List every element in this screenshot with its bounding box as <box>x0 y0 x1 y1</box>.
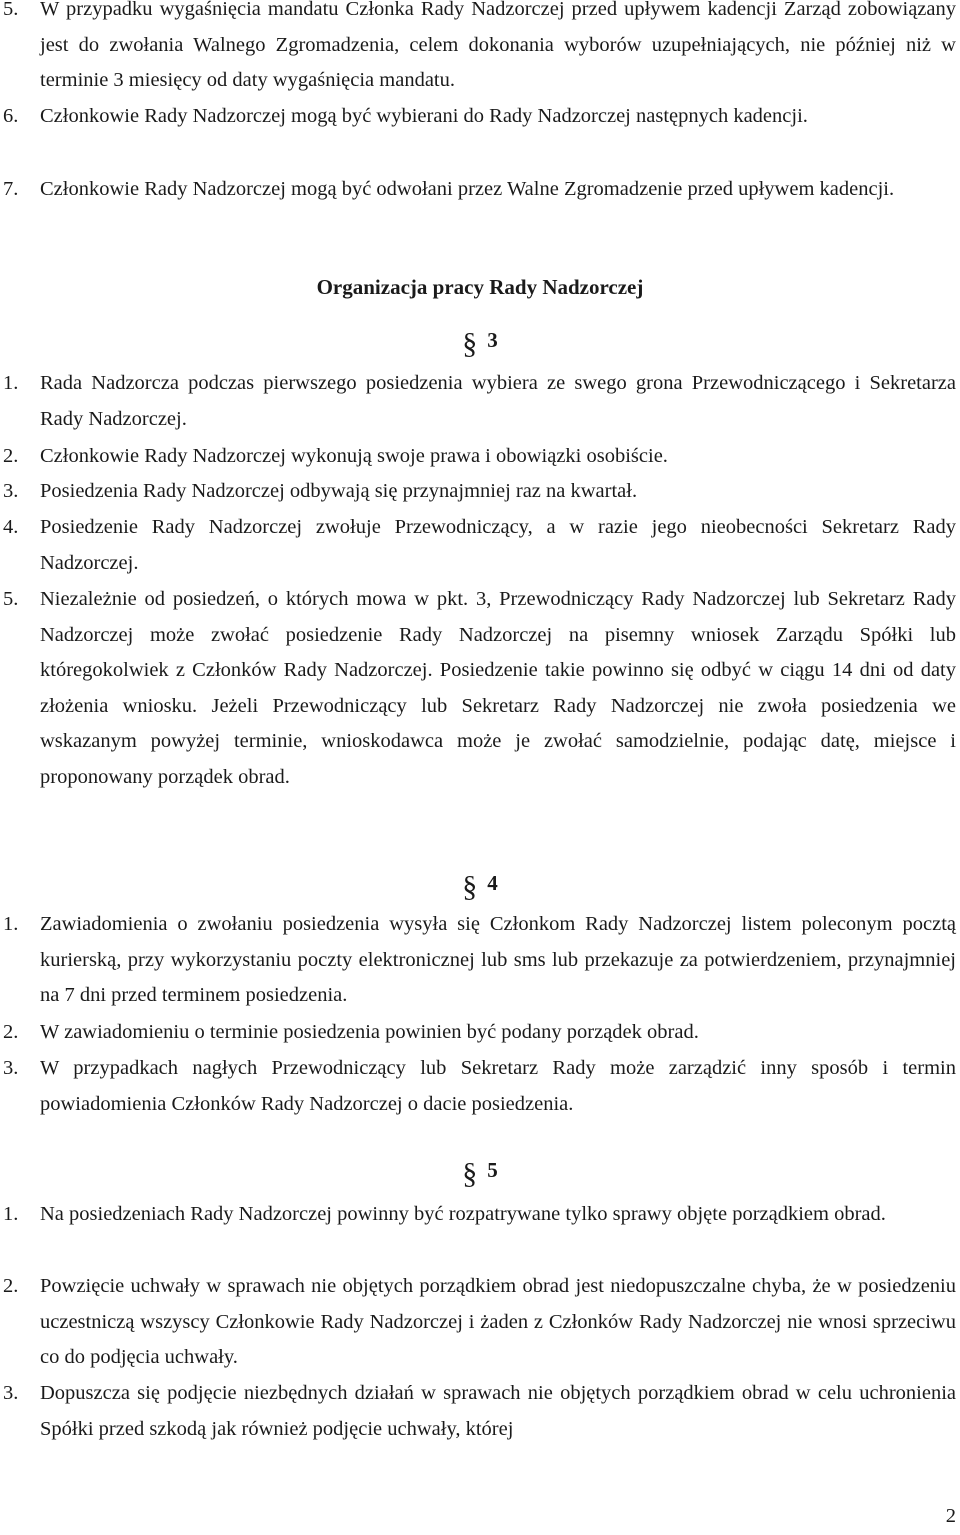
item-number: 3. <box>3 1382 19 1404</box>
item-number: 5. <box>3 0 19 20</box>
item-number: 6. <box>3 105 19 127</box>
section-heading <box>0 866 960 903</box>
item-text: Posiedzenia Rady Nadzorczej odbywają się przynajmniej raz na kwartał. <box>40 480 638 502</box>
section-number: 5 <box>487 1158 498 1182</box>
item-text: Dopuszcza się podjęcie niezbędnych działań w sprawach nie objętych porządkiem obrad w celu uchronienia Spółki przed szkodą jak również podjęcie uchwały, której <box>40 1382 956 1440</box>
item-number: 1. <box>3 1203 19 1225</box>
item-text: W zawiadomieniu o terminie posiedzenia powinien być podany porządek obrad. <box>40 1021 699 1043</box>
item-number: 2. <box>3 1275 19 1297</box>
section-sign-icon: § <box>462 870 478 903</box>
section-number: 4 <box>487 871 498 895</box>
item-number: 2. <box>3 1021 19 1043</box>
chapter-title: Organizacja pracy Rady Nadzorczej <box>316 275 644 299</box>
item-number: 1. <box>3 372 19 394</box>
section-number: 3 <box>487 328 498 352</box>
item-text: Na posiedzeniach Rady Nadzorczej powinny być rozpatrywane tylko sprawy objęte porządkiem obrad. <box>40 1203 886 1225</box>
item-text: Niezależnie od posiedzeń, o których mowa w pkt. 3, Przewodniczący Rady Nadzorczej lub Sekretarz Rady Nadzorczej może zwołać posiedzenie Rady Nadzorczej na pisemny wniosek Zarządu Spółki lub któregokolwiek z Członków Rady Nadzorczej. Posiedzenie takie powinno się odbyć w ciągu 14 dni od daty złożenia wniosku. Jeżeli Przewodniczący lub Sekretarz Rady Nadzorczej nie zwoła posiedzenia we wskazanym powyżej terminie, wnioskodawca może je zwołać samodzielnie, podając datę, miejsce i proponowany porządek obrad. <box>40 588 956 788</box>
item-text: W przypadkach nagłych Przewodniczący lub Sekretarz Rady może zarządzić inny sposób i termin powiadomienia Członków Rady Nadzorczej o dacie posiedzenia. <box>40 1057 956 1115</box>
section-sign-icon: § <box>462 327 478 360</box>
section-heading <box>0 1153 960 1190</box>
item-text: W przypadku wygaśnięcia mandatu Członka Rady Nadzorczej przed upływem kadencji Zarząd zobowiązany jest do zwołania Walnego Zgromadzenia, celem dokonania wyborów uzupełniających, nie później niż w terminie 3 miesięcy od daty wygaśnięcia mandatu. <box>40 0 956 91</box>
item-text: Zawiadomienia o zwołaniu posiedzenia wysyła się Członkom Rady Nadzorczej listem poleconym pocztą kurierską, przy wykorzystaniu poczty elektronicznej lub sms lub przekazuje za potwierdzeniem, przynajmniej na 7 dni przed terminem posiedzenia. <box>40 913 956 1006</box>
item-number: 7. <box>3 178 19 200</box>
section-heading <box>0 323 960 360</box>
item-text: Członkowie Rady Nadzorczej mogą być wybierani do Rady Nadzorczej następnych kadencji. <box>40 105 808 127</box>
item-number: 3. <box>3 1057 19 1079</box>
item-text: Posiedzenie Rady Nadzorczej zwołuje Przewodniczący, a w razie jego nieobecności Sekretarz Rady Nadzorczej. <box>40 516 956 574</box>
item-number: 1. <box>3 913 19 935</box>
item-number: 2. <box>3 445 19 467</box>
section-sign-icon: § <box>462 1157 478 1190</box>
item-text: Członkowie Rady Nadzorczej mogą być odwołani przez Walne Zgromadzenie przed upływem kadencji. <box>40 178 895 200</box>
item-text: Członkowie Rady Nadzorczej wykonują swoje prawa i obowiązki osobiście. <box>40 445 668 467</box>
item-number: 3. <box>3 480 19 502</box>
item-text: Rada Nadzorcza podczas pierwszego posiedzenia wybiera ze swego grona Przewodniczącego i Sekretarza Rady Nadzorczej. <box>40 372 956 430</box>
page-number: 2 <box>945 1505 956 1527</box>
item-text: Powzięcie uchwały w sprawach nie objętych porządkiem obrad jest niedopuszczalne chyba, że w posiedzeniu uczestniczą wszyscy Członkowie Rady Nadzorczej i żaden z Członków Rady Nadzorczej nie wnosi sprzeciwu co do podjęcia uchwały. <box>40 1275 956 1368</box>
item-number: 5. <box>3 588 19 610</box>
item-number: 4. <box>3 516 19 538</box>
